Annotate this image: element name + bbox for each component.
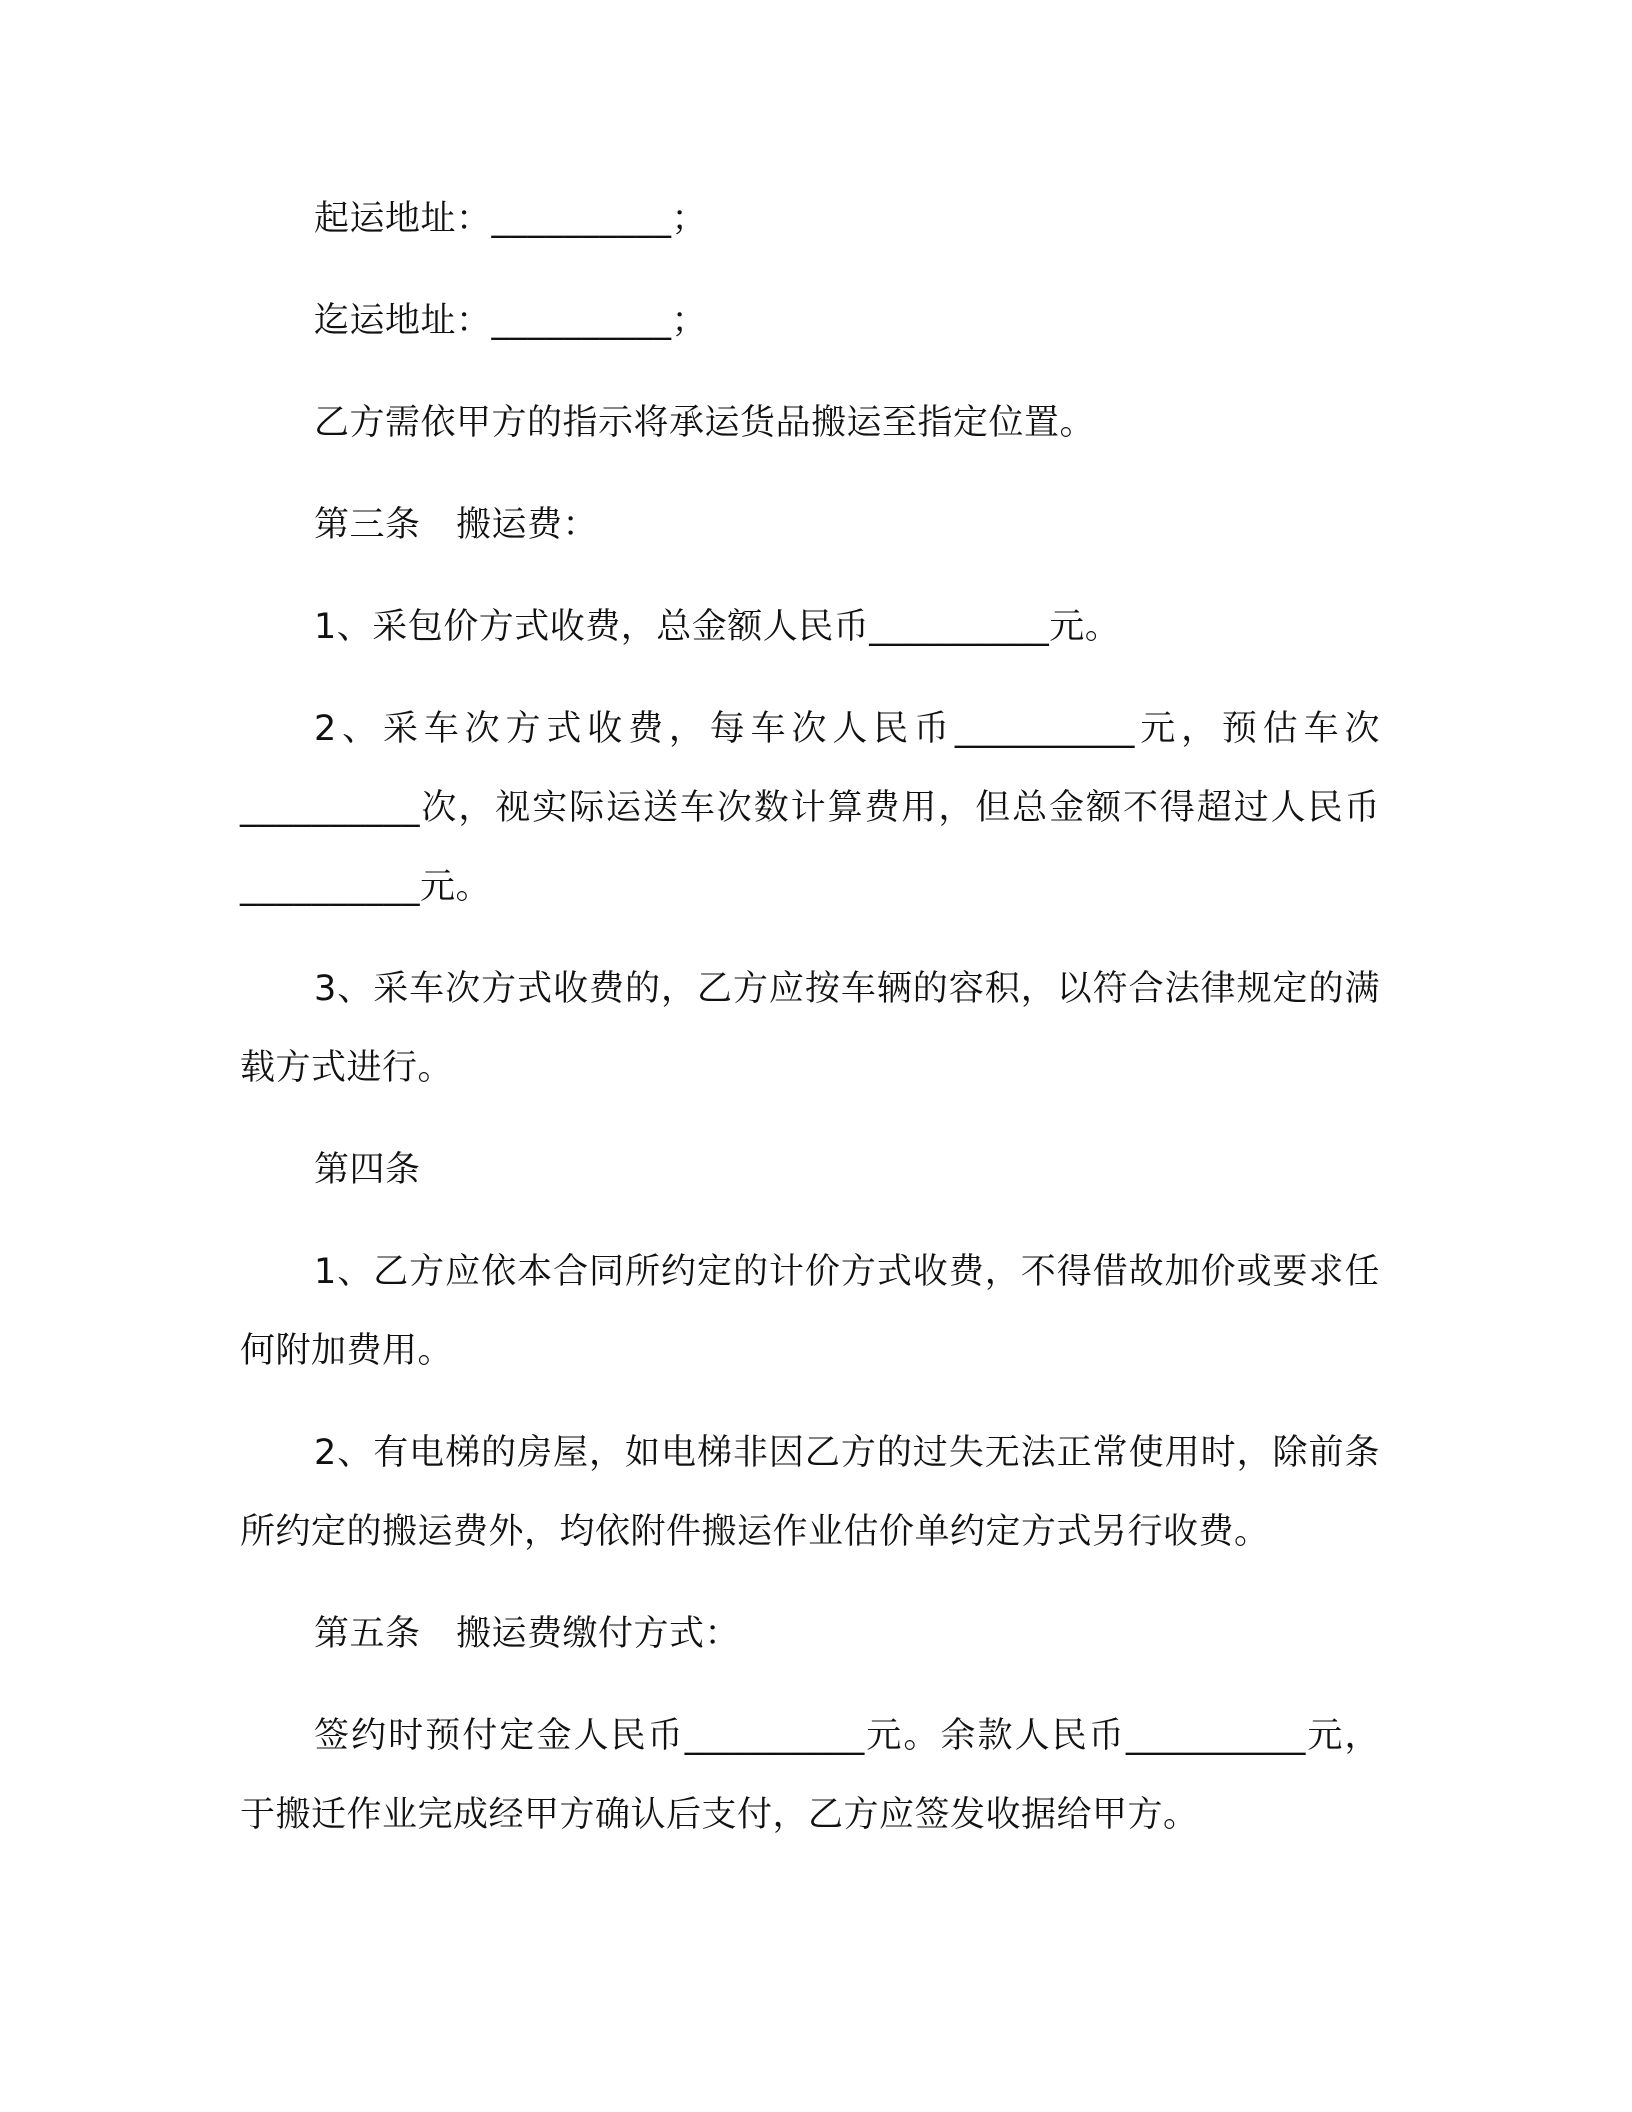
paragraph-destination-address: 迄运地址：__________； bbox=[314, 301, 708, 341]
document-body bbox=[240, 180, 1380, 1855]
paragraph-full-load: 3、采车次方式收费的，乙方应按车辆的容积，以符合法律规定的满载方式进行。 bbox=[240, 969, 1380, 1088]
article-five-heading: 第五条 搬运费缴付方式： bbox=[314, 1614, 741, 1654]
paragraph-per-trip-fee: 2、采车次方式收费，每车次人民币__________元，预估车次__________次，视实际运送车次数计算费用，但总金额不得超过人民币__________元。 bbox=[240, 709, 1380, 907]
paragraph-elevator-clause: 2、有电梯的房屋，如电梯非因乙方的过失无法正常使用时，除前条所约定的搬运费外，均依附件搬运作业估价单约定方式另行收费。 bbox=[240, 1433, 1380, 1552]
paragraph-origin-address: 起运地址：__________； bbox=[314, 199, 708, 239]
article-four-heading: 第四条 bbox=[314, 1150, 421, 1190]
paragraph-no-extra-charges: 1、乙方应依本合同所约定的计价方式收费，不得借故加价或要求任何附加费用。 bbox=[240, 1252, 1380, 1371]
article-three-heading: 第三条 搬运费： bbox=[314, 505, 599, 545]
paragraph-payment-terms: 签约时预付定金人民币__________元。余款人民币__________元，于搬迁作业完成经甲方确认后支付，乙方应签发收据给甲方。 bbox=[240, 1716, 1380, 1835]
paragraph-delivery-instruction: 乙方需依甲方的指示将承运货品搬运至指定位置。 bbox=[314, 403, 1096, 443]
paragraph-lump-sum-fee: 1、采包价方式收费，总金额人民币__________元。 bbox=[314, 607, 1121, 647]
